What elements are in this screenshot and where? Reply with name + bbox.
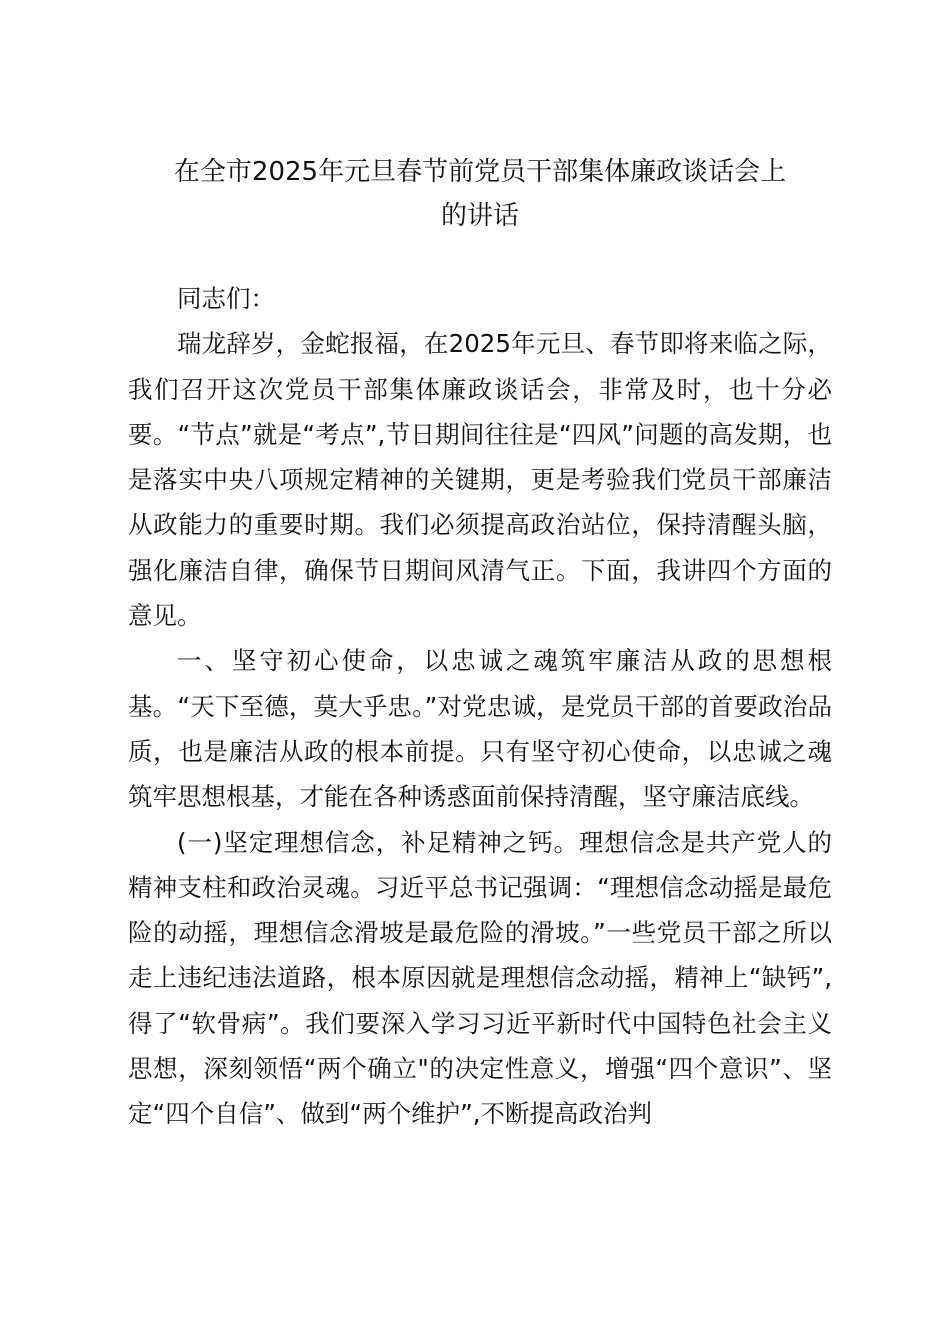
paragraph-subsection-1: (一)坚定理想信念，补足精神之钙。理想信念是共产党人的精神支柱和政治灵魂。习近平总书记强调：“理想信念动摇是最危险的动摇，理想信念滑坡是最危险的滑坡。”一些党员干部之所以走上违纪违法道路，根本原因就是理想信念动摇，精神上“缺钙”,得了“软骨病”。我们要深入学习习近平新时代中国特色社会主义思想，深刻领悟“两个确立"的决定性意义，增强“四个意识”、坚定“四个自信”、做到“两个维护”,不断提高政治判 [128,827,832,1129]
document-title [100,150,860,238]
document-body [128,276,832,1137]
title-line-2: 的讲话 [440,201,519,231]
paragraph-section-1: 一、坚守初心使命，以忠诚之魂筑牢廉洁从政的思想根基。“天下至德，莫大乎忠。”对党忠诚，是党员干部的首要政治品质，也是廉洁从政的根本前提。只有坚守初心使命，以忠诚之魂筑牢思想根基，才能在各种诱惑面前保持清醒，坚守廉洁底线。 [128,646,832,812]
paragraph-intro: 瑞龙辞岁，金蛇报福，在2025年元旦、春节即将来临之际，我们召开这次党员干部集体廉政谈话会，非常及时，也十分必要。“节点”就是“考点”,节日期间往往是“四风”问题的高发期，也是落实中央八项规定精神的关键期，更是考验我们党员干部廉洁从政能力的重要时期。我们必须提高政治站位，保持清醒头脑，强化廉洁自律，确保节日期间风清气正。下面，我讲四个方面的意见。 [128,329,832,631]
title-line-1: 在全市2025年元旦春节前党员干部集体廉政谈话会上 [173,157,787,187]
salutation: 同志们： [177,284,275,313]
